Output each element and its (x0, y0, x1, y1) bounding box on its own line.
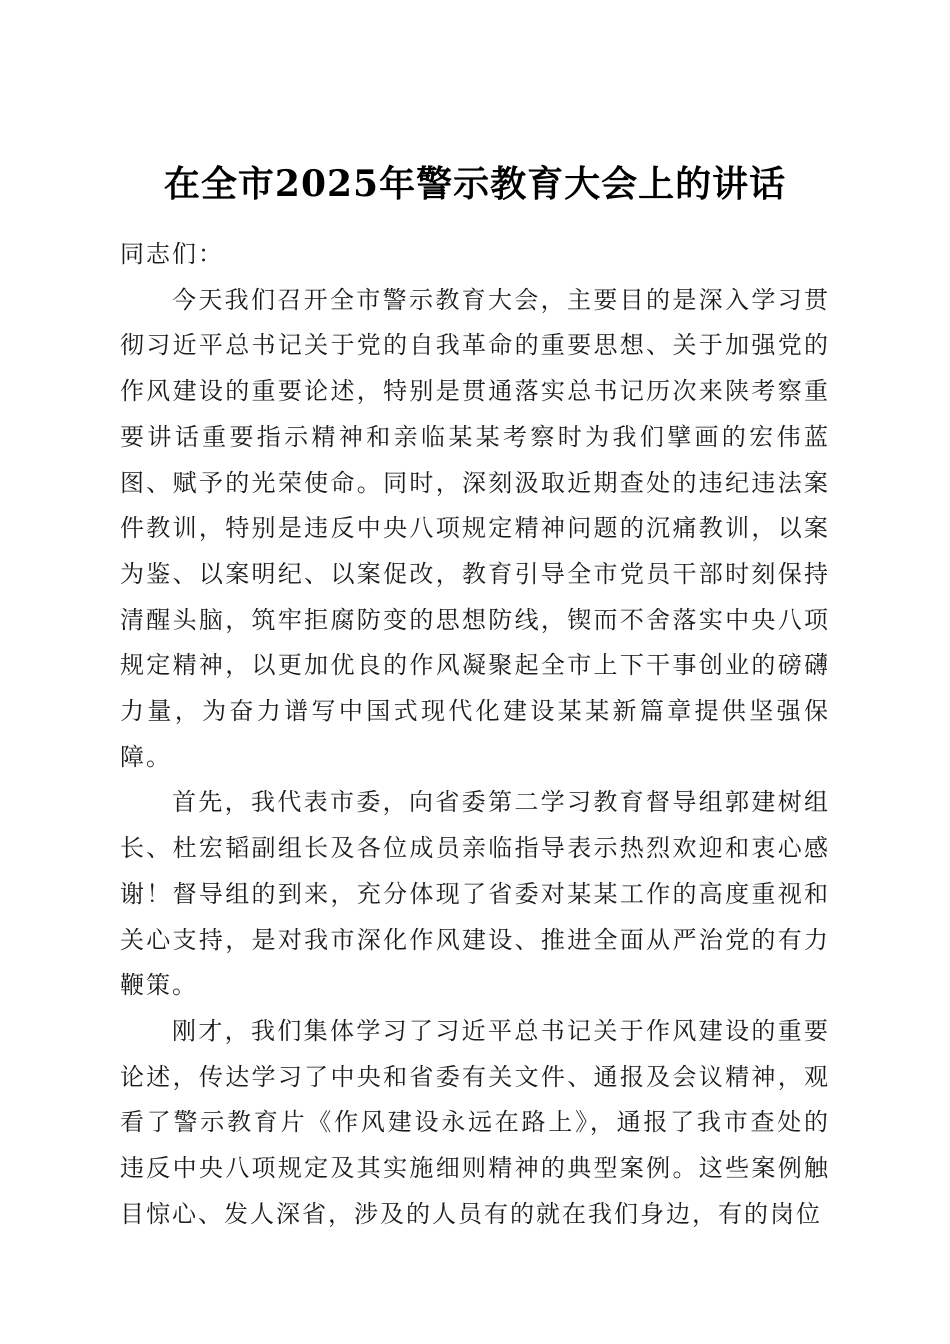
paragraph: 今天我们召开全市警示教育大会，主要目的是深入学习贯彻习近平总书记关于党的自我革命的重要思想、关于加强党的作风建设的重要论述，特别是贯通落实总书记历次来陕考察重要讲话重要指示精神和亲临某某考察时为我们擘画的宏伟蓝图、赋予的光荣使命。同时，深刻汲取近期查处的违纪违法案件教训，特别是违反中央八项规定精神问题的沉痛教训，以案为鉴、以案明纪、以案促改，教育引导全市党员干部时刻保持清醒头脑，筑牢拒腐防变的思想防线，锲而不舍落实中央八项规定精神，以更加优良的作风凝聚起全市上下干事创业的磅礴力量，为奋力谱写中国式现代化建设某某新篇章提供坚强保障。 (120, 285, 830, 771)
document-title: 在全市2025年警示教育大会上的讲话 (163, 163, 787, 206)
salutation: 同志们： (120, 240, 224, 268)
paragraph: 首先，我代表市委，向省委第二学习教育督导组郭建树组长、杜宏韬副组长及各位成员亲临指导表示热烈欢迎和衷心感谢！督导组的到来，充分体现了省委对某某工作的高度重视和关心支持，是对我市深化作风建设、推进全面从严治党的有力鞭策。 (120, 788, 830, 1000)
paragraph: 刚才，我们集体学习了习近平总书记关于作风建设的重要论述，传达学习了中央和省委有关文件、通报及会议精神，观看了警示教育片《作风建设永远在路上》，通报了我市查处的违反中央八项规定及其实施细则精神的典型案例。这些案例触目惊心、发人深省，涉及的人员有的就在我们身边，有的岗位 (120, 1016, 830, 1228)
document-body (120, 232, 830, 1237)
